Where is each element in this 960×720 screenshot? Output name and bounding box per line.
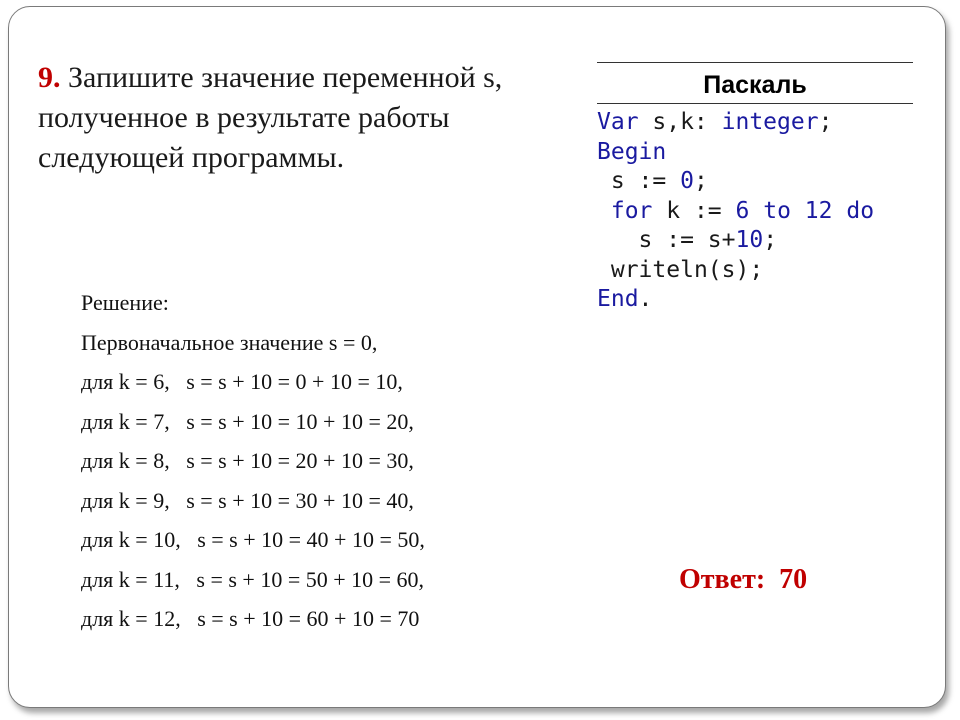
- code-keyword: do: [846, 197, 875, 224]
- question-number: 9.: [38, 61, 61, 94]
- code-keyword: 6: [735, 197, 750, 224]
- code-text: writeln(s);: [610, 256, 764, 283]
- code-keyword: End: [597, 286, 639, 312]
- solution-step: для k = 9, s = s + 10 = 30 + 10 = 40,: [81, 487, 414, 513]
- answer-value: 70: [779, 564, 808, 595]
- code-text: ;: [818, 109, 833, 135]
- code-keyword: for: [610, 197, 653, 224]
- question-body: Запишите значение переменной s, полученное в результате работы следующей программы.: [38, 61, 503, 174]
- code-text: s,k:: [638, 109, 722, 135]
- code-language-header: Паскаль: [703, 71, 807, 99]
- code-keyword: integer: [721, 109, 819, 135]
- solution-step: для k = 11, s = s + 10 = 50 + 10 = 60,: [81, 566, 425, 592]
- code-text: [791, 198, 805, 224]
- solution-step: для k = 12, s = s + 10 = 60 + 10 = 70: [81, 606, 420, 631]
- code-text: s :=: [610, 168, 681, 194]
- code-line: [597, 226, 913, 256]
- solution-step: для k = 7, s = s + 10 = 10 + 10 = 20,: [81, 408, 414, 434]
- code-keyword: to: [763, 197, 791, 224]
- code-keyword: 12: [804, 197, 833, 224]
- code-line: [597, 197, 913, 227]
- code-panel: [597, 62, 913, 315]
- question-text: [38, 58, 578, 178]
- code-line: [597, 167, 913, 197]
- code-text: k :=: [652, 197, 736, 224]
- solution-step: для k = 8, s = s + 10 = 20 + 10 = 30,: [81, 448, 414, 473]
- code-text: ;: [693, 168, 708, 194]
- code-line: [597, 285, 913, 315]
- code-text: [832, 198, 846, 224]
- code-keyword: 0: [680, 168, 694, 194]
- answer-label: Ответ:: [679, 564, 766, 595]
- code-keyword: Var: [597, 109, 639, 135]
- solution-steps: [81, 362, 561, 639]
- code-line: [597, 138, 913, 168]
- code-keyword: 10: [735, 227, 764, 253]
- solution-block: [81, 283, 561, 639]
- solution-title: Решение:: [81, 290, 169, 315]
- code-line: [597, 256, 913, 286]
- solution-step: для k = 10, s = s + 10 = 40 + 10 = 50,: [81, 527, 425, 552]
- code-text: ;: [763, 227, 778, 253]
- code-listing: [597, 104, 913, 315]
- code-text: .: [638, 286, 653, 312]
- code-keyword: Begin: [597, 138, 667, 165]
- code-line: [597, 108, 913, 138]
- solution-step: для k = 6, s = s + 10 = 0 + 10 = 10,: [81, 369, 403, 394]
- code-text: [749, 198, 763, 224]
- code-text: s := s+: [638, 227, 736, 253]
- answer: [679, 564, 807, 596]
- solution-initial: Первоначальное значение s = 0,: [81, 329, 378, 355]
